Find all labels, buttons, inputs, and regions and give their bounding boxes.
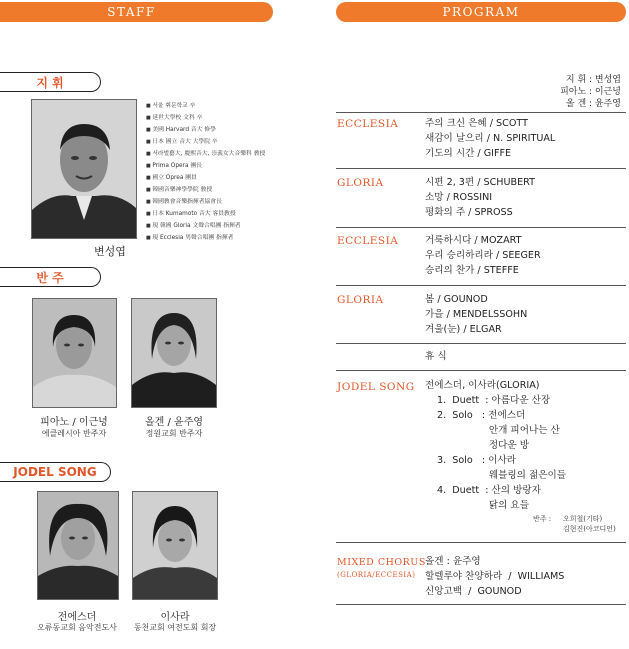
program-item: 기도의 시간 / GIFFE bbox=[425, 148, 512, 159]
section-accompaniment: 반 주 bbox=[0, 267, 101, 287]
conductor-photo bbox=[31, 99, 137, 239]
program-item: 승리의 찬가 / STEFFE bbox=[425, 265, 519, 276]
bio-item: ■ 韓國音樂神學學院 敎授 bbox=[146, 184, 212, 193]
jodel-accomp: 김현진(아코디언) bbox=[563, 525, 616, 533]
program-label: ECCLESIA bbox=[337, 235, 399, 247]
staff-line-conductor: 지 휘 : 변성엽 bbox=[565, 75, 621, 85]
bio-item: ■ 現 韓國 Gloria 文聲合唱團 指揮者 bbox=[146, 220, 241, 229]
jodel-singer-2-photo bbox=[132, 491, 218, 600]
jodel-line: 4. Duett : 산의 방랑자 bbox=[437, 485, 541, 496]
bio-item: ■ 서울 휘문학교 卒 bbox=[146, 100, 195, 109]
bio-item: ■ 韓國敎會音樂指揮者協會長 bbox=[146, 196, 222, 205]
program-item: 거룩하시다 / MOZART bbox=[425, 235, 522, 246]
intermission: 휴 식 bbox=[425, 351, 447, 362]
program-item: 봄 / GOUNOD bbox=[425, 294, 488, 305]
jodel-line: 정다운 방 bbox=[437, 440, 529, 451]
organist-photo bbox=[131, 298, 217, 408]
jodel-singer-2-sub: 동천교회 여전도회 회장 bbox=[133, 623, 217, 632]
program-item: 가을 / MENDELSSOHN bbox=[425, 309, 528, 320]
pianist-caption: 피아노 / 이근녕 bbox=[40, 417, 108, 428]
divider bbox=[336, 285, 626, 286]
bio-item: ■ 美國 Harvard 音大 修學 bbox=[146, 124, 216, 133]
program-item: 새감이 날으리 / N. SPIRITUAL bbox=[425, 133, 556, 144]
divider bbox=[336, 370, 626, 371]
program-header: PROGRAM bbox=[336, 2, 626, 22]
jodel-line: 웨블링의 젊은이들 bbox=[437, 470, 567, 481]
program-item: 우리 승리하리라 / SEEGER bbox=[425, 250, 541, 261]
conductor-name: 변성엽 bbox=[94, 245, 126, 258]
jodel-singer-2-caption: 이사라 bbox=[160, 612, 190, 623]
pianist-photo bbox=[32, 298, 117, 408]
mixed-item: 올겐 : 윤주영 bbox=[425, 556, 481, 567]
bio-item: ■ 現 Ecclesia 男聲合唱團 指揮者 bbox=[146, 232, 233, 241]
mixed-item: 할렐루야 찬양하라 / WILLIAMS bbox=[425, 571, 565, 582]
divider bbox=[336, 168, 626, 169]
organist-sub: 정원교회 반주자 bbox=[145, 429, 203, 438]
program-label: GLORIA bbox=[337, 294, 384, 306]
jodel-singer-1-photo bbox=[37, 491, 119, 600]
jodel-line: 2. Solo : 전에스더 bbox=[437, 410, 526, 421]
jodel-accomp-prefix: 반주 : bbox=[533, 515, 552, 523]
section-conductor: 지 휘 bbox=[0, 72, 101, 92]
program-item: 평화의 주 / SPROSS bbox=[425, 207, 513, 218]
program-item: 주의 크신 은혜 / SCOTT bbox=[425, 118, 528, 129]
jodel-singer-1-sub: 오류동교회 음악전도사 bbox=[37, 623, 117, 632]
jodel-line: 3. Solo : 이사라 bbox=[437, 455, 516, 466]
divider bbox=[336, 112, 626, 113]
jodel-line: 닭의 요들 bbox=[437, 500, 529, 511]
program-item: 소망 / ROSSINI bbox=[425, 192, 493, 203]
pianist-sub: 에클레시아 반주자 bbox=[41, 429, 107, 438]
divider bbox=[336, 604, 626, 605]
staff-header: STAFF bbox=[0, 2, 273, 22]
bio-item: ■ Prima Opera 團長 bbox=[146, 160, 202, 169]
jodel-line: 1. Duett : 아름다운 산장 bbox=[437, 395, 551, 406]
program-label: GLORIA bbox=[337, 177, 384, 189]
divider bbox=[336, 227, 626, 228]
program-label-mixed: MIXED CHORUS bbox=[337, 557, 426, 568]
jodel-title: 전에스더, 이사라(GLORIA) bbox=[425, 380, 540, 391]
bio-item: ■ 서라벌藝大, 慶熙音大, 崇義女大音樂科 敎授 bbox=[146, 148, 265, 157]
program-item: 겨울(눈) / ELGAR bbox=[425, 324, 502, 335]
section-jodel: JODEL SONG bbox=[0, 462, 111, 482]
bio-item: ■ 延世大學校 文科 卒 bbox=[146, 112, 202, 121]
divider bbox=[336, 343, 626, 344]
bio-item: ■ 國立 Oprea 團員 bbox=[146, 172, 197, 181]
divider bbox=[336, 542, 626, 543]
program-sublabel-mixed: (GLORIA/ECCESIA) bbox=[337, 571, 416, 579]
bio-item: ■ 日本 Kumamoto 音大 客員敎授 bbox=[146, 208, 236, 217]
organist-caption: 올겐 / 윤주영 bbox=[144, 417, 204, 428]
program-label-jodel: JODEL SONG bbox=[337, 381, 415, 393]
jodel-singer-1-caption: 전에스더 bbox=[57, 612, 97, 623]
jodel-accomp: 오희철(기타) bbox=[563, 515, 603, 523]
jodel-line: 안개 피어나는 산 bbox=[437, 425, 560, 436]
bio-item: ■ 日本 國立 音大 大學院 卒 bbox=[146, 136, 218, 145]
staff-line-organ: 올 겐 : 윤주영 bbox=[565, 99, 621, 109]
program-label: ECCLESIA bbox=[337, 118, 399, 130]
mixed-item: 신앙고백 / GOUNOD bbox=[425, 586, 522, 597]
staff-line-piano: 피아노 : 이근녕 bbox=[560, 87, 621, 97]
program-item: 시편 2, 3편 / SCHUBERT bbox=[425, 177, 535, 188]
